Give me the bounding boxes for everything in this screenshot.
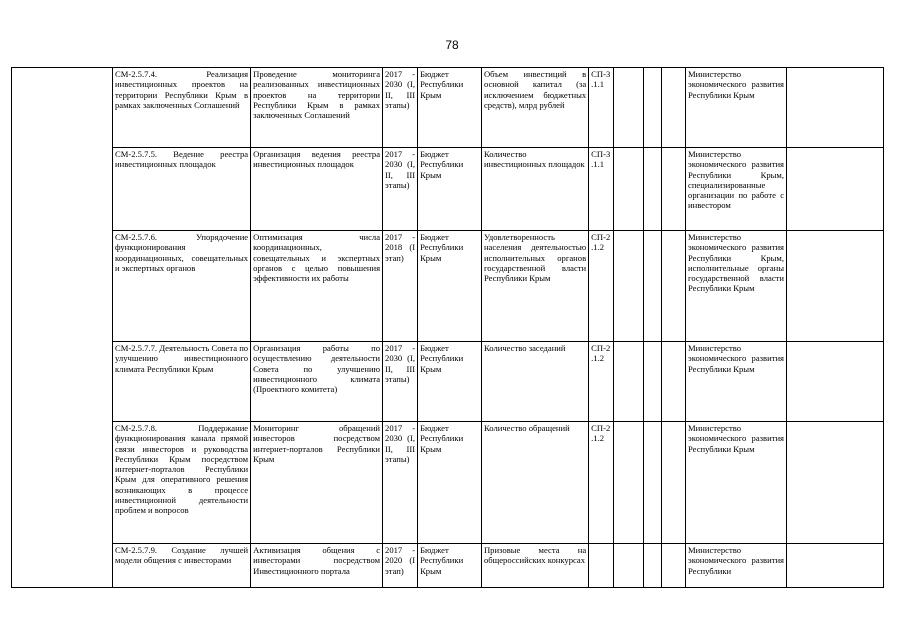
empty-cell xyxy=(643,148,662,231)
responsible-cell: Министерство экономического развития Республики Крым xyxy=(686,342,787,422)
code-cell: СП-3.1.1 xyxy=(589,68,614,148)
period-cell: 2017 - 2018 (I этап) xyxy=(383,231,418,342)
activity-cell: Активизация общения с инвесторами посредством Инвестиционного портала xyxy=(251,544,383,588)
empty-cell xyxy=(787,422,884,544)
activity-cell: Оптимизация числа координационных, совещательных и экспертных органов с целью повышения эффективности их работы xyxy=(251,231,383,342)
source-cell: Бюджет Республики Крым xyxy=(418,544,482,588)
responsible-cell: Министерство экономического развития Республики xyxy=(686,544,787,588)
empty-cell xyxy=(662,148,686,231)
activity-cell: Мониторинг обращений инвесторов посредством интернет-порталов Республики Крым xyxy=(251,422,383,544)
empty-cell xyxy=(787,68,884,148)
period-cell: 2017 - 2030 (I, II, III этапы) xyxy=(383,148,418,231)
source-cell: Бюджет Республики Крым xyxy=(418,231,482,342)
source-cell: Бюджет Республики Крым xyxy=(418,422,482,544)
empty-cell xyxy=(613,148,643,231)
page-number: 78 xyxy=(445,38,459,52)
code-cell: СП-2.1.2 xyxy=(589,231,614,342)
empty-cell xyxy=(662,231,686,342)
period-cell: 2017 - 2030 (I, II, III этапы) xyxy=(383,422,418,544)
empty-cell xyxy=(787,342,884,422)
indicator-cell: Количество обращений xyxy=(481,422,588,544)
table-row xyxy=(12,231,884,342)
empty-cell xyxy=(613,342,643,422)
code-cell: СП-3.1.1 xyxy=(589,148,614,231)
responsible-cell: Министерство экономического развития Республики Крым, специализированные организации по работе с инвестором xyxy=(686,148,787,231)
indicator-cell: Призовые места на общероссийских конкурсах xyxy=(481,544,588,588)
code-cell xyxy=(589,544,614,588)
measure-cell: СМ-2.5.7.8. Поддержание функционирования канала прямой связи инвесторов и руководства Республики Крым посредством интернет-порталов Республики Крым для оперативного решения возникающих в процессе инвестиционной деятельности проблем и вопросов xyxy=(113,422,251,544)
empty-cell xyxy=(643,544,662,588)
empty-cell xyxy=(662,68,686,148)
activity-cell: Проведение мониторинга реализованных инвестиционных проектов на территории Республики Крым в рамках заключенных Соглашений xyxy=(251,68,383,148)
measure-cell: СМ-2.5.7.9. Создание лучшей модели общения с инвесторами xyxy=(113,544,251,588)
measure-cell: СМ-2.5.7.4. Реализация инвестиционных проектов на территории Республики Крым в рамках заключенных Соглашений xyxy=(113,68,251,148)
activity-cell: Организация ведения реестра инвестиционных площадок xyxy=(251,148,383,231)
empty-cell xyxy=(662,544,686,588)
measures-table xyxy=(11,67,884,588)
table-row xyxy=(12,68,884,148)
left-margin-cell xyxy=(12,68,113,588)
responsible-cell: Министерство экономического развития Республики Крым xyxy=(686,68,787,148)
empty-cell xyxy=(613,544,643,588)
empty-cell xyxy=(787,148,884,231)
empty-cell xyxy=(613,422,643,544)
code-cell: СП-2.1.2 xyxy=(589,422,614,544)
source-cell: Бюджет Республики Крым xyxy=(418,342,482,422)
source-cell: Бюджет Республики Крым xyxy=(418,68,482,148)
table-row xyxy=(12,148,884,231)
indicator-cell: Количество заседаний xyxy=(481,342,588,422)
empty-cell xyxy=(613,231,643,342)
source-cell: Бюджет Республики Крым xyxy=(418,148,482,231)
period-cell: 2017 - 2030 (I, II, III этапы) xyxy=(383,342,418,422)
empty-cell xyxy=(643,68,662,148)
table-row xyxy=(12,544,884,588)
table-row xyxy=(12,342,884,422)
responsible-cell: Министерство экономического развития Республики Крым xyxy=(686,422,787,544)
empty-cell xyxy=(643,342,662,422)
responsible-cell: Министерство экономического развития Республики Крым, исполнительные органы государственной власти Республики Крым xyxy=(686,231,787,342)
period-cell: 2017 - 2030 (I, II, III этапы) xyxy=(383,68,418,148)
activity-cell: Организация работы по осуществлению деятельности Совета по улучшению инвестиционного климата (Проектного комитета) xyxy=(251,342,383,422)
measure-cell: СМ-2.5.7.5. Ведение реестра инвестиционных площадок xyxy=(113,148,251,231)
period-cell: 2017 - 2020 (I этап) xyxy=(383,544,418,588)
empty-cell xyxy=(787,544,884,588)
empty-cell xyxy=(643,231,662,342)
empty-cell xyxy=(613,68,643,148)
measure-cell: СМ-2.5.7.7. Деятельность Совета по улучшению инвестиционного климата Республики Крым xyxy=(113,342,251,422)
empty-cell xyxy=(643,422,662,544)
indicator-cell: Удовлетворенность населения деятельностью исполнительных органов государственной власти Республики Крым xyxy=(481,231,588,342)
empty-cell xyxy=(662,422,686,544)
indicator-cell: Количество инвестиционных площадок xyxy=(481,148,588,231)
code-cell: СП-2.1.2 xyxy=(589,342,614,422)
empty-cell xyxy=(662,342,686,422)
measure-cell: СМ-2.5.7.6. Упорядочение функционирования координационных, совещательных и экспертных органов xyxy=(113,231,251,342)
empty-cell xyxy=(787,231,884,342)
table-row xyxy=(12,422,884,544)
indicator-cell: Объем инвестиций в основной капитал (за исключением бюджетных средств), млрд рублей xyxy=(481,68,588,148)
